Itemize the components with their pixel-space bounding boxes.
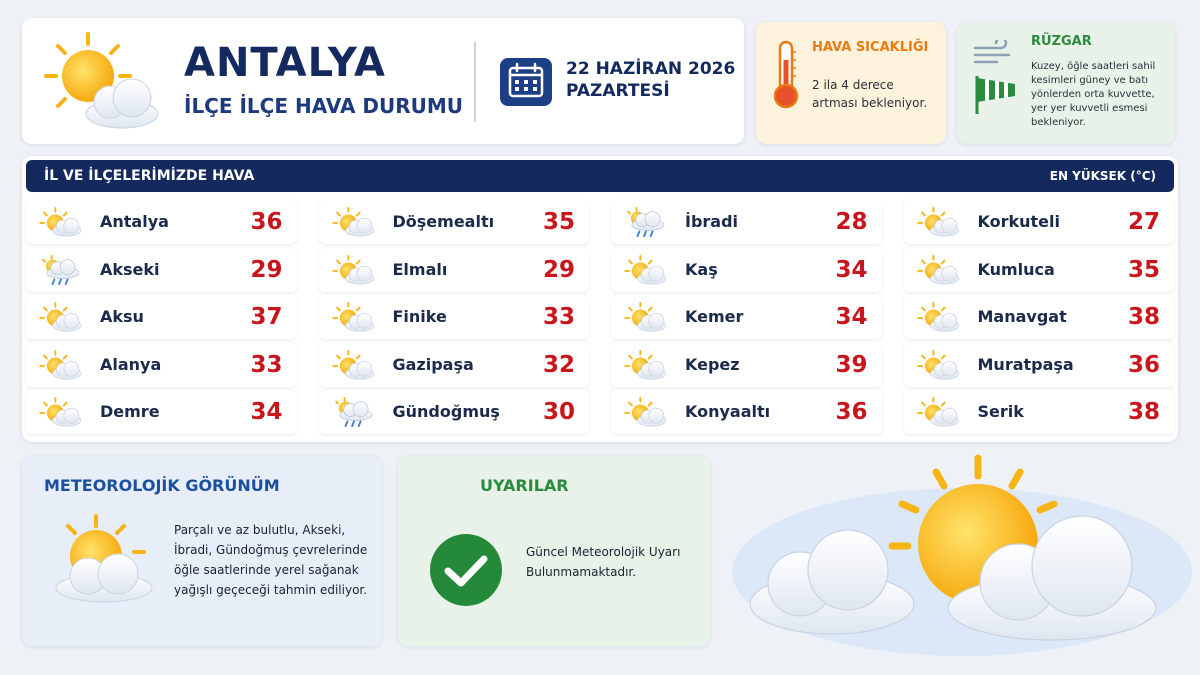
partly-cloudy-icon: [331, 254, 377, 286]
partly-cloudy-icon: [916, 349, 962, 381]
district-max-temp: 30: [542, 399, 575, 425]
outlook-text: Parçalı ve az bulutlu, Akseki, İbradi, Gündoğmuş çevrelerinde öğle saatlerinde yerel sağanak yağışlı geçeceği tahmin ediliyor.: [174, 523, 368, 597]
district-row: [611, 295, 882, 339]
district-name: Konyaaltı: [685, 402, 771, 421]
district-name: Korkuteli: [977, 212, 1060, 231]
district-name: Demre: [100, 402, 160, 421]
district-row: [611, 248, 882, 292]
rain-cloud-icon: [623, 206, 669, 238]
date-text: 22 HAZİRAN 2026: [566, 59, 736, 79]
district-max-temp: 27: [1127, 209, 1160, 235]
partly-cloudy-icon: [623, 301, 669, 333]
partly-cloudy-icon: [623, 349, 669, 381]
district-column: [904, 200, 1175, 438]
district-column: [611, 200, 882, 438]
district-row: [904, 248, 1175, 292]
district-row: [611, 390, 882, 434]
district-max-temp: 28: [835, 209, 868, 235]
table-unit-label: EN YÜKSEK (°C): [1049, 169, 1156, 183]
header-card: [22, 18, 744, 144]
temperature-card: [756, 22, 946, 144]
district-max-temp: 34: [250, 399, 283, 425]
district-name: Alanya: [100, 354, 162, 374]
windsock-icon: [971, 40, 1023, 116]
header-divider: [474, 42, 476, 122]
calendar-icon: [500, 58, 552, 106]
check-circle-icon: [428, 532, 504, 608]
district-row: [319, 343, 590, 387]
district-name: Akseki: [100, 259, 160, 279]
district-name: Kumluca: [977, 259, 1055, 279]
district-name: Finike: [392, 307, 447, 326]
warnings-title: UYARILAR: [480, 476, 569, 495]
rain-cloud-icon: [331, 396, 377, 428]
wind-title: RÜZGAR: [1031, 34, 1092, 49]
partly-cloudy-icon: [331, 206, 377, 238]
district-column: [26, 200, 297, 438]
district-name: Manavgat: [977, 307, 1067, 326]
district-name: Kaş: [685, 259, 718, 279]
partly-cloudy-icon: [331, 349, 377, 381]
district-row: [611, 200, 882, 244]
page-subtitle: İLÇE İLÇE HAVA DURUMU: [184, 94, 464, 118]
district-name: Antalya: [100, 212, 169, 231]
partly-cloudy-icon: [623, 396, 669, 428]
district-max-temp: 29: [250, 256, 283, 283]
partly-cloudy-icon: [38, 396, 84, 428]
district-max-temp: 33: [542, 304, 575, 330]
partly-cloudy-icon: [38, 349, 84, 381]
district-name: Elmalı: [392, 259, 448, 279]
temperature-title: HAVA SICAKLIĞI: [812, 40, 929, 55]
district-row: [26, 200, 297, 244]
district-name: Gündoğmuş: [392, 402, 500, 421]
district-name: Kepez: [685, 354, 740, 374]
date-display: [566, 58, 735, 102]
sun-cloud-icon: [42, 512, 162, 604]
sun-cloud-illustration: [722, 448, 1192, 660]
district-row: [319, 390, 590, 434]
partly-cloudy-icon: [916, 301, 962, 333]
table-header: [26, 160, 1174, 192]
outlook-title: METEOROLOJİK GÖRÜNÜM: [44, 476, 280, 495]
district-row: [26, 248, 297, 292]
outlook-card: [22, 456, 382, 646]
partly-cloudy-icon: [38, 206, 84, 238]
wind-text: Kuzey, öğle saatleri sahil kesimleri güney ve batı yönlerden orta kuvvette, yer yer kuvvetli esmesi bekleniyor.: [1031, 61, 1156, 128]
district-name: Aksu: [100, 307, 144, 326]
weekday-text: PAZARTESİ: [566, 81, 670, 101]
partly-cloudy-icon: [916, 206, 962, 238]
district-name: İbradi: [685, 212, 739, 231]
district-max-temp: 36: [1127, 351, 1160, 378]
district-name: Muratpaşa: [977, 354, 1074, 374]
sun-cloud-icon: [40, 30, 162, 134]
district-weather-table: [22, 156, 1178, 442]
partly-cloudy-icon: [331, 301, 377, 333]
district-row: [904, 295, 1175, 339]
district-row: [319, 295, 590, 339]
district-grid: [26, 200, 1174, 436]
district-max-temp: 36: [250, 209, 283, 235]
district-max-temp: 34: [835, 304, 868, 330]
district-row: [319, 248, 590, 292]
district-row: [611, 343, 882, 387]
district-max-temp: 37: [250, 304, 283, 330]
district-max-temp: 38: [1127, 399, 1160, 425]
district-row: [904, 343, 1175, 387]
partly-cloudy-icon: [916, 254, 962, 286]
district-name: Gazipaşa: [392, 354, 474, 374]
district-max-temp: 35: [542, 209, 575, 235]
table-title: İL VE İLÇELERİMİZDE HAVA: [44, 168, 255, 184]
partly-cloudy-icon: [623, 254, 669, 286]
district-max-temp: 34: [835, 256, 868, 283]
district-column: [319, 200, 590, 438]
partly-cloudy-icon: [916, 396, 962, 428]
district-row: [904, 390, 1175, 434]
warnings-card: [398, 456, 710, 646]
district-max-temp: 35: [1127, 256, 1160, 283]
district-row: [26, 390, 297, 434]
thermometer-icon: [772, 40, 800, 110]
district-max-temp: 33: [250, 351, 283, 378]
district-name: Serik: [977, 402, 1024, 421]
partly-cloudy-icon: [38, 301, 84, 333]
district-max-temp: 36: [835, 399, 868, 425]
district-name: Döşemealtı: [392, 212, 495, 231]
district-max-temp: 38: [1127, 304, 1160, 330]
district-max-temp: 29: [542, 256, 575, 283]
city-title: ANTALYA: [184, 40, 386, 86]
district-row: [319, 200, 590, 244]
district-max-temp: 32: [542, 351, 575, 378]
temperature-text: 2 ila 4 derece artması bekleniyor.: [812, 78, 928, 110]
district-row: [26, 343, 297, 387]
wind-card: [957, 22, 1175, 144]
district-max-temp: 39: [835, 351, 868, 378]
warnings-text: Güncel Meteorolojik Uyarı Bulunmamaktadır.: [526, 545, 681, 579]
district-name: Kemer: [685, 307, 744, 326]
district-row: [904, 200, 1175, 244]
district-row: [26, 295, 297, 339]
rain-cloud-icon: [38, 254, 84, 286]
